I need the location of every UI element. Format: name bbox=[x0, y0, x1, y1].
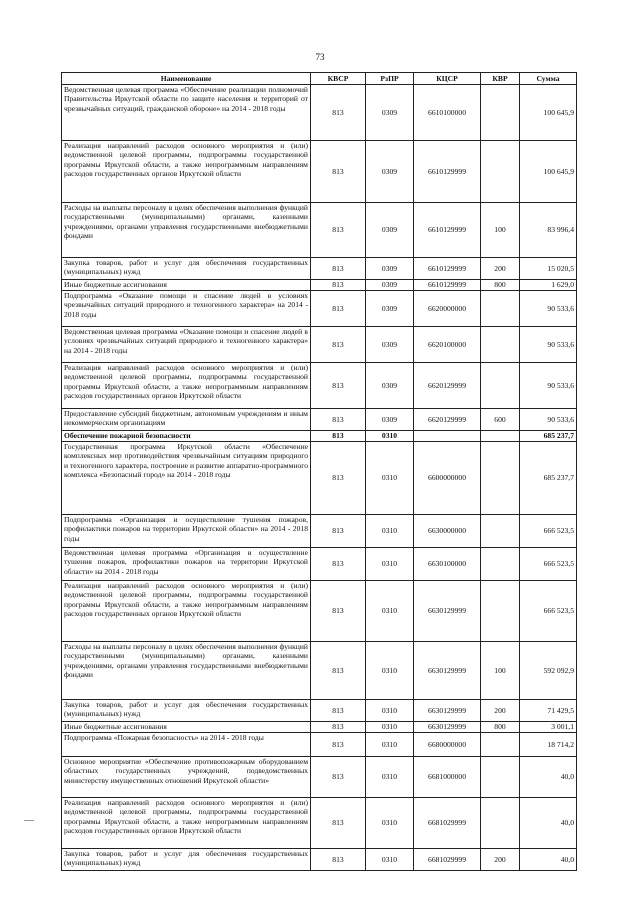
table-row bbox=[62, 757, 577, 798]
row-name: Закупка товаров, работ и услуг для обеспечения государственных (муниципальных) нужд bbox=[62, 849, 311, 871]
row-kcsr: 6630000000 bbox=[414, 515, 481, 548]
row-kvsr: 813 bbox=[311, 258, 366, 280]
row-kvsr: 813 bbox=[311, 409, 366, 431]
row-kvsr: 813 bbox=[311, 85, 366, 141]
row-rzpr: 0310 bbox=[366, 515, 414, 548]
row-kcsr: 6680000000 bbox=[414, 733, 481, 757]
row-sum: 685 237,7 bbox=[520, 442, 577, 515]
row-rzpr: 0309 bbox=[366, 141, 414, 203]
table-row bbox=[62, 141, 577, 203]
row-kvr bbox=[481, 85, 520, 141]
row-rzpr: 0310 bbox=[366, 431, 414, 442]
row-kvsr: 813 bbox=[311, 700, 366, 722]
row-kvr bbox=[481, 291, 520, 327]
row-kcsr: 6681029999 bbox=[414, 849, 481, 871]
row-kvsr: 813 bbox=[311, 280, 366, 291]
row-name: Основное мероприятие «Обеспечение противопожарным оборудованием областных государственных учреждений, подведомственных министерству имущественных отношений Иркутской области» bbox=[62, 757, 311, 798]
budget-table bbox=[61, 72, 577, 871]
row-kvsr: 813 bbox=[311, 548, 366, 581]
row-kvsr: 813 bbox=[311, 203, 366, 258]
table-row bbox=[62, 548, 577, 581]
header-name: Наименование bbox=[62, 73, 311, 85]
row-kvr bbox=[481, 141, 520, 203]
row-kvsr: 813 bbox=[311, 798, 366, 849]
table-row bbox=[62, 798, 577, 849]
row-sum: 1 629,0 bbox=[520, 280, 577, 291]
row-sum: 15 020,5 bbox=[520, 258, 577, 280]
row-rzpr: 0309 bbox=[366, 327, 414, 363]
row-name: Реализация направлений расходов основного мероприятия и (или) ведомственной целевой программы, подпрограммы государственной программы Иркутской области, а также непрограммным направлениям расходов государственных органов Иркутской области bbox=[62, 363, 311, 409]
row-kcsr: 6620129999 bbox=[414, 363, 481, 409]
row-kvsr: 813 bbox=[311, 431, 366, 442]
header-rzpr: РзПР bbox=[366, 73, 414, 85]
row-sum: 685 237,7 bbox=[520, 431, 577, 442]
table-row bbox=[62, 581, 577, 642]
row-rzpr: 0310 bbox=[366, 722, 414, 733]
row-kvr bbox=[481, 733, 520, 757]
table-row bbox=[62, 280, 577, 291]
row-kvr bbox=[481, 327, 520, 363]
row-kcsr: 6610129999 bbox=[414, 258, 481, 280]
table-row bbox=[62, 442, 577, 515]
row-sum: 666 523,5 bbox=[520, 515, 577, 548]
row-kvsr: 813 bbox=[311, 327, 366, 363]
row-name: Закупка товаров, работ и услуг для обеспечения государственных (муниципальных) нужд bbox=[62, 258, 311, 280]
row-kvr bbox=[481, 431, 520, 442]
row-name: Реализация направлений расходов основного мероприятия и (или) ведомственной целевой программы, подпрограммы государственной программы Иркутской области, а также непрограммным направлениям расходов государственных органов Иркутской области bbox=[62, 581, 311, 642]
row-name: Предоставление субсидий бюджетным, автономным учреждениям и иным некоммерческим организациям bbox=[62, 409, 311, 431]
margin-mark bbox=[24, 820, 34, 821]
row-kvsr: 813 bbox=[311, 141, 366, 203]
row-rzpr: 0310 bbox=[366, 733, 414, 757]
row-kvr bbox=[481, 548, 520, 581]
row-rzpr: 0310 bbox=[366, 757, 414, 798]
row-rzpr: 0309 bbox=[366, 258, 414, 280]
row-kvr: 800 bbox=[481, 722, 520, 733]
table-row bbox=[62, 700, 577, 722]
header-kvsr: КВСР bbox=[311, 73, 366, 85]
row-sum: 40,0 bbox=[520, 798, 577, 849]
row-rzpr: 0310 bbox=[366, 442, 414, 515]
row-name: Реализация направлений расходов основного мероприятия и (или) ведомственной целевой программы, подпрограммы государственной программы Иркутской области, а также непрограммным направлениям расходов государственных органов Иркутской области bbox=[62, 798, 311, 849]
row-sum: 100 645,9 bbox=[520, 85, 577, 141]
row-kvsr: 813 bbox=[311, 291, 366, 327]
row-name: Иные бюджетные ассигнования bbox=[62, 722, 311, 733]
row-kcsr: 6630100000 bbox=[414, 548, 481, 581]
row-kcsr: 6630129999 bbox=[414, 722, 481, 733]
row-kvr: 100 bbox=[481, 203, 520, 258]
table-row bbox=[62, 258, 577, 280]
row-rzpr: 0310 bbox=[366, 581, 414, 642]
row-name: Подпрограмма «Организация и осуществление тушения пожаров, профилактики пожаров на территории Иркутской области» на 2014 - 2018 годы bbox=[62, 515, 311, 548]
row-kvsr: 813 bbox=[311, 733, 366, 757]
row-kcsr: 6630129999 bbox=[414, 642, 481, 700]
row-kvr bbox=[481, 798, 520, 849]
row-kcsr: 6620100000 bbox=[414, 327, 481, 363]
table-body bbox=[62, 85, 577, 871]
row-name: Обеспечение пожарной безопасности bbox=[62, 431, 311, 442]
row-name: Закупка товаров, работ и услуг для обеспечения государственных (муниципальных) нужд bbox=[62, 700, 311, 722]
row-name: Расходы на выплаты персоналу в целях обеспечения выполнения функций государственными (муниципальными) органами, казенными учреждениями, органами управления государственными внебюджетными фондами bbox=[62, 642, 311, 700]
row-kvr bbox=[481, 363, 520, 409]
row-kcsr: 6620000000 bbox=[414, 291, 481, 327]
row-sum: 90 533,6 bbox=[520, 327, 577, 363]
table-row bbox=[62, 642, 577, 700]
row-name: Иные бюджетные ассигнования bbox=[62, 280, 311, 291]
header-kvr: КВР bbox=[481, 73, 520, 85]
row-rzpr: 0309 bbox=[366, 203, 414, 258]
row-kcsr bbox=[414, 431, 481, 442]
row-rzpr: 0310 bbox=[366, 798, 414, 849]
row-sum: 90 533,6 bbox=[520, 409, 577, 431]
table-row bbox=[62, 409, 577, 431]
row-sum: 90 533,6 bbox=[520, 363, 577, 409]
table-row bbox=[62, 85, 577, 141]
row-name: Ведомственная целевая программа «Организация и осуществление тушения пожаров, профилактики пожаров на территории Иркутской области» на 2014 - 2018 годы bbox=[62, 548, 311, 581]
row-rzpr: 0309 bbox=[366, 409, 414, 431]
row-sum: 592 092,9 bbox=[520, 642, 577, 700]
row-name: Реализация направлений расходов основного мероприятия и (или) ведомственной целевой программы, подпрограммы государственной программы Иркутской области, а также непрограммным направлениям расходов государственных органов Иркутской области bbox=[62, 141, 311, 203]
row-rzpr: 0310 bbox=[366, 700, 414, 722]
row-name: Расходы на выплаты персоналу в целях обеспечения выполнения функций государственными (муниципальными) органами, казенными учреждениями, органами управления государственными внебюджетными фондами bbox=[62, 203, 311, 258]
row-rzpr: 0309 bbox=[366, 291, 414, 327]
table-row bbox=[62, 327, 577, 363]
row-sum: 40,0 bbox=[520, 757, 577, 798]
header-kcsr: КЦСР bbox=[414, 73, 481, 85]
row-name: Ведомственная целевая программа «Обеспечение реализации полномочий Правительства Иркутской области по защите населения и территорий от чрезвычайных ситуаций, гражданской обороне» на 2014 - 2018 годы bbox=[62, 85, 311, 141]
row-kvr bbox=[481, 757, 520, 798]
header-row bbox=[62, 73, 577, 85]
row-kvsr: 813 bbox=[311, 642, 366, 700]
row-kcsr: 6610129999 bbox=[414, 203, 481, 258]
row-kcsr: 6610129999 bbox=[414, 280, 481, 291]
row-sum: 666 523,5 bbox=[520, 548, 577, 581]
row-kvsr: 813 bbox=[311, 363, 366, 409]
row-kcsr: 6610100000 bbox=[414, 85, 481, 141]
table-row bbox=[62, 515, 577, 548]
row-kcsr: 6630129999 bbox=[414, 581, 481, 642]
row-kvsr: 813 bbox=[311, 722, 366, 733]
row-sum: 3 001,1 bbox=[520, 722, 577, 733]
row-kvsr: 813 bbox=[311, 581, 366, 642]
row-kvsr: 813 bbox=[311, 515, 366, 548]
row-name: Государственная программа Иркутской области «Обеспечение комплексных мер противодействия чрезвычайным ситуациям природного и техногенного характера, построение и развитие аппаратно-программного комплекса «Безопасный город» на 2014 - 2018 годы bbox=[62, 442, 311, 515]
table-row bbox=[62, 291, 577, 327]
row-sum: 71 429,5 bbox=[520, 700, 577, 722]
row-sum: 100 645,9 bbox=[520, 141, 577, 203]
row-rzpr: 0309 bbox=[366, 85, 414, 141]
row-kvsr: 813 bbox=[311, 849, 366, 871]
table-row bbox=[62, 733, 577, 757]
row-kvsr: 813 bbox=[311, 442, 366, 515]
row-kcsr: 6681000000 bbox=[414, 757, 481, 798]
row-rzpr: 0309 bbox=[366, 280, 414, 291]
table-row bbox=[62, 849, 577, 871]
row-sum: 40,0 bbox=[520, 849, 577, 871]
row-sum: 90 533,6 bbox=[520, 291, 577, 327]
row-kvr: 100 bbox=[481, 642, 520, 700]
row-kvr: 600 bbox=[481, 409, 520, 431]
row-name: Подпрограмма «Оказание помощи и спасение людей в условиях чрезвычайных ситуаций природного и техногенного характера» на 2014 - 2018 годы bbox=[62, 291, 311, 327]
row-sum: 666 523,5 bbox=[520, 581, 577, 642]
row-rzpr: 0309 bbox=[366, 363, 414, 409]
row-name: Подпрограмма «Пожарная безопасность» на 2014 - 2018 годы bbox=[62, 733, 311, 757]
header-sum: Сумма bbox=[520, 73, 577, 85]
row-kvr bbox=[481, 581, 520, 642]
row-kcsr: 6610129999 bbox=[414, 141, 481, 203]
row-name: Ведомственная целевая программа «Оказание помощи и спасение людей в условиях чрезвычайных ситуаций природного и техногенного характера» на 2014 - 2018 годы bbox=[62, 327, 311, 363]
row-rzpr: 0310 bbox=[366, 548, 414, 581]
row-kvr: 800 bbox=[481, 280, 520, 291]
row-kcsr: 6681029999 bbox=[414, 798, 481, 849]
row-kvsr: 813 bbox=[311, 757, 366, 798]
row-kcsr: 6620129999 bbox=[414, 409, 481, 431]
table-row bbox=[62, 431, 577, 442]
table-row bbox=[62, 363, 577, 409]
row-rzpr: 0310 bbox=[366, 849, 414, 871]
row-sum: 18 714,2 bbox=[520, 733, 577, 757]
page-number: 73 bbox=[315, 52, 325, 62]
table-row bbox=[62, 203, 577, 258]
row-kvr: 200 bbox=[481, 849, 520, 871]
row-kvr bbox=[481, 442, 520, 515]
table-row bbox=[62, 722, 577, 733]
row-sum: 83 996,4 bbox=[520, 203, 577, 258]
row-kvr: 200 bbox=[481, 700, 520, 722]
row-rzpr: 0310 bbox=[366, 642, 414, 700]
row-kvr: 200 bbox=[481, 258, 520, 280]
row-kvr bbox=[481, 515, 520, 548]
row-kcsr: 6630129999 bbox=[414, 700, 481, 722]
row-kcsr: 6600000000 bbox=[414, 442, 481, 515]
